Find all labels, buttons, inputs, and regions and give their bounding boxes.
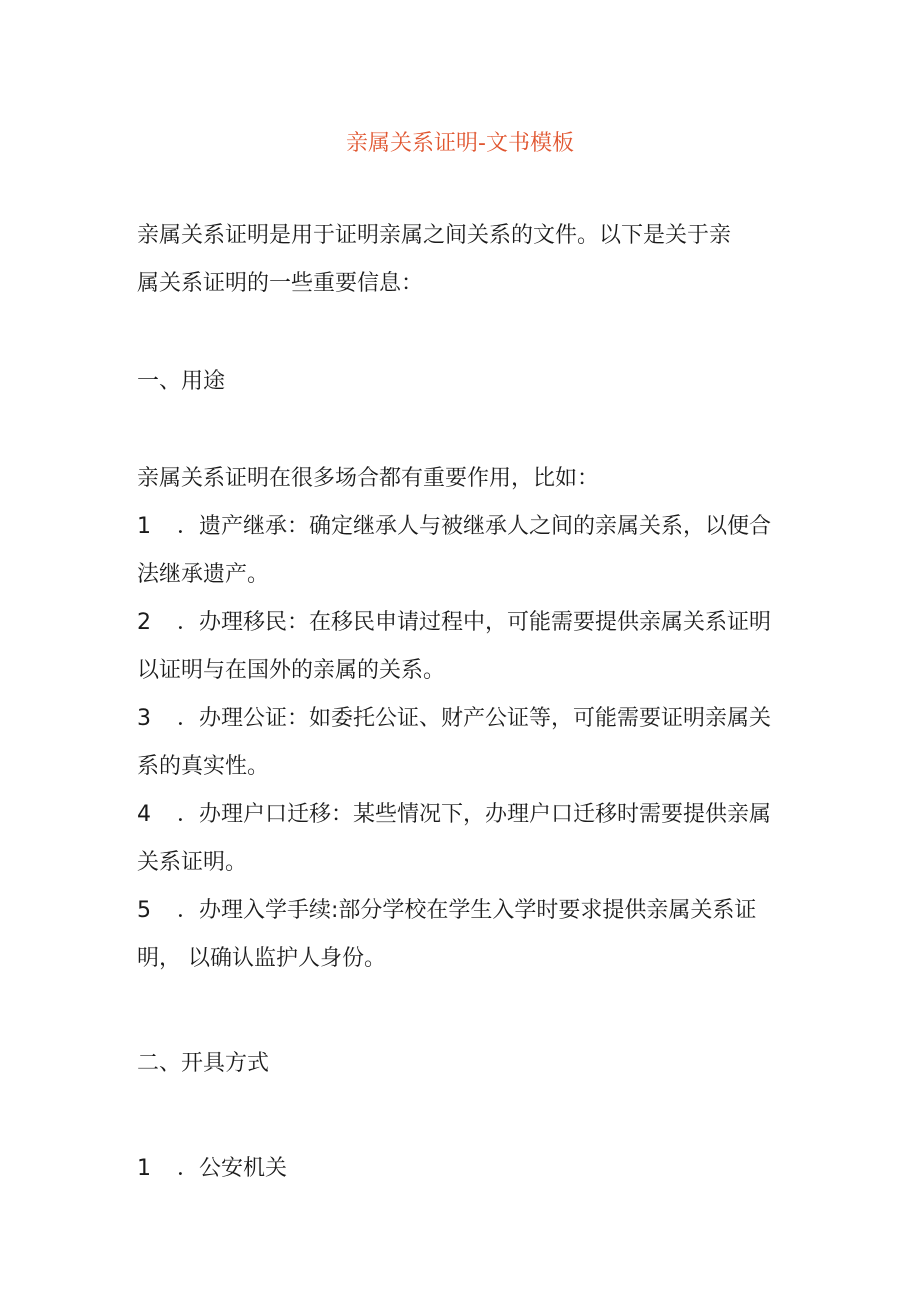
list-item-text: ．公安机关 — [177, 1156, 288, 1181]
list-item-number: 2 — [137, 610, 151, 635]
intro-paragraph — [137, 212, 787, 308]
list-item-continuation: 法继承遗产。 — [137, 562, 270, 587]
list-item — [137, 1145, 787, 1193]
list-item-number: 1 — [137, 514, 151, 539]
list-item-text: ．办理公证：如委托公证、财产公证等，可能需要证明亲属关 — [177, 706, 772, 731]
section-heading-issuing: 二、开具方式 — [137, 1051, 270, 1076]
list-item-continuation: 系的真实性。 — [137, 754, 270, 779]
list-item — [137, 695, 787, 743]
list-item-text: ．办理入学手续:部分学校在学生入学时要求提供亲属关系证 — [177, 898, 757, 923]
list-item-text: ．办理户口迁移：某些情况下，办理户口迁移时需要提供亲属 — [177, 802, 772, 827]
intro-line: 属关系证明的一些重要信息： — [137, 271, 424, 296]
intro-line: 亲属关系证明是用于证明亲属之间关系的文件。以下是关于亲 — [137, 223, 732, 248]
list-item — [137, 503, 787, 551]
list-item — [137, 791, 787, 839]
list-item — [137, 887, 787, 935]
list-item-continuation: 以证明与在国外的亲属的关系。 — [137, 658, 446, 683]
issuing-list — [137, 1145, 787, 1193]
list-item-number: 4 — [137, 802, 151, 827]
list-item-number: 3 — [137, 706, 151, 731]
list-item-continuation: 明， 以确认监护人身份。 — [137, 946, 386, 971]
usage-lead: 亲属关系证明在很多场合都有重要作用，比如： — [137, 466, 600, 491]
document-title: 亲属关系证明-文书模板 — [346, 131, 574, 156]
list-item-text: ．办理移民：在移民申请过程中，可能需要提供亲属关系证明 — [177, 610, 772, 635]
section-heading-usage: 一、用途 — [137, 369, 226, 394]
usage-list — [137, 455, 787, 983]
list-item — [137, 599, 787, 647]
list-item-text: ．遗产继承：确定继承人与被继承人之间的亲属关系，以便合 — [177, 514, 772, 539]
list-item-continuation: 关系证明。 — [137, 850, 248, 875]
list-item-number: 1 — [137, 1156, 151, 1181]
list-item-number: 5 — [137, 898, 151, 923]
